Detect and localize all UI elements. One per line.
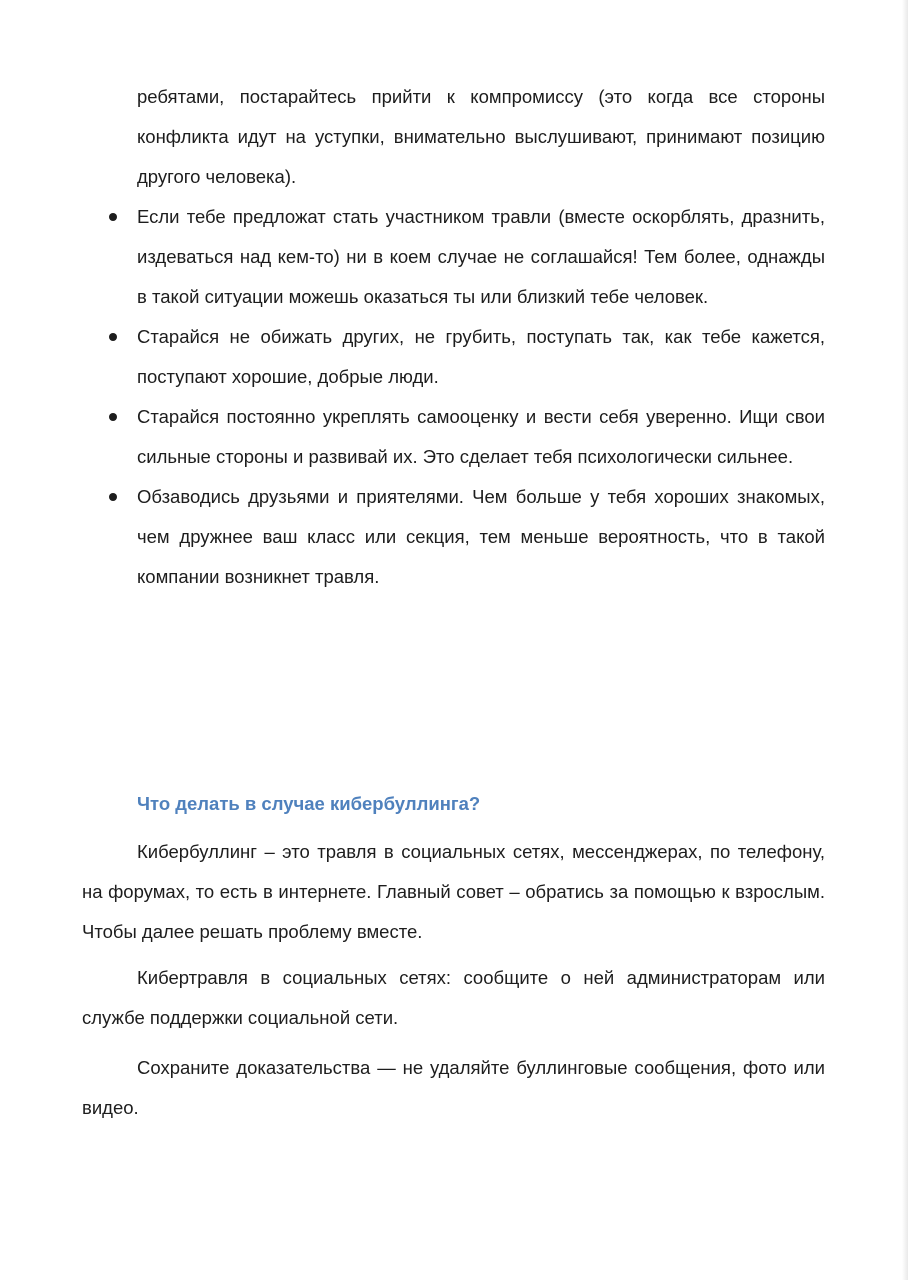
paragraph: Кибертравля в социальных сетях: сообщите о ней администраторам или службе поддержки социальной сети. [82,967,825,1028]
bullet-icon [109,213,117,221]
section-heading: Что делать в случае кибербуллинга? [137,793,481,814]
intro-paragraph: ребятами, постарайтесь прийти к компромиссу (это когда все стороны конфликта идут на уступки, внимательно выслушивают, принимают позицию другого человека). [137,86,825,187]
bullet-text: Старайся не обижать других, не грубить, поступать так, как тебе кажется, поступают хорошие, добрые люди. [137,326,825,387]
page-edge-shadow [902,0,908,1280]
bullet-item [137,197,825,317]
bullet-text: Обзаводись друзьями и приятелями. Чем больше у тебя хороших знакомых, чем дружнее ваш класс или секция, тем меньше вероятность, что в такой компании возникнет травля. [137,486,825,587]
bullet-icon [109,333,117,341]
bullet-item [137,397,825,477]
bullet-list [137,197,825,597]
bullet-item [137,317,825,397]
bullet-item [137,477,825,597]
bullet-text: Если тебе предложат стать участником травли (вместе оскорблять, дразнить, издеваться над кем-то) ни в коем случае не соглашайся! Тем более, однажды в такой ситуации можешь оказаться ты или близкий тебе человек. [137,206,825,307]
bullet-text: Старайся постоянно укреплять самооценку и вести себя уверенно. Ищи свои сильные стороны и развивай их. Это сделает тебя психологически сильнее. [137,406,825,467]
bullet-icon [109,413,117,421]
paragraph: Сохраните доказательства — не удаляйте буллинговые сообщения, фото или видео. [82,1057,825,1118]
paragraph: Кибербуллинг – это травля в социальных сетях, мессенджерах, по телефону, на форумах, то есть в интернете. Главный совет – обратись за помощью к взрослым. Чтобы далее решать проблему вместе. [82,841,825,942]
bullet-icon [109,493,117,501]
